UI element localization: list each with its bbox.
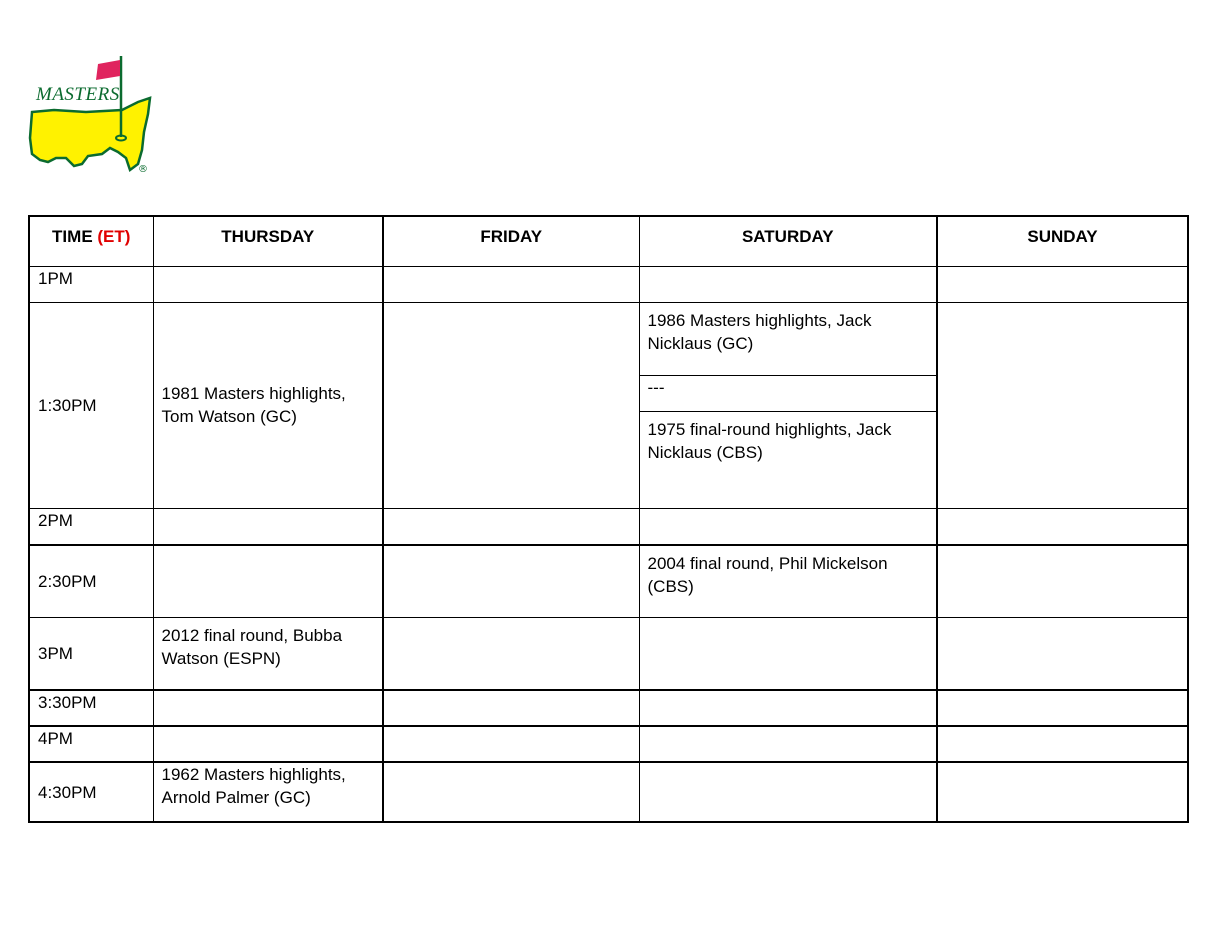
friday-cell xyxy=(383,302,639,508)
friday-cell xyxy=(383,545,639,617)
friday-cell xyxy=(383,266,639,302)
time-cell: 3:30PM xyxy=(29,690,153,726)
thursday-cell: 1981 Masters highlights, Tom Watson (GC) xyxy=(153,302,383,508)
thursday-cell: 2012 final round, Bubba Watson (ESPN) xyxy=(153,617,383,690)
time-cell: 3PM xyxy=(29,617,153,690)
sunday-cell xyxy=(937,617,1188,690)
table-row xyxy=(29,726,1188,762)
table-row xyxy=(29,617,1188,690)
header-saturday: SATURDAY xyxy=(639,216,937,266)
friday-cell xyxy=(383,508,639,545)
table-row xyxy=(29,545,1188,617)
sunday-cell xyxy=(937,690,1188,726)
saturday-cell xyxy=(639,508,937,545)
masters-map-flag-icon xyxy=(26,54,156,178)
saturday-cell: 1975 final-round highlights, Jack Nicklaus (CBS) xyxy=(639,411,937,508)
time-cell: 4PM xyxy=(29,726,153,762)
thursday-cell xyxy=(153,508,383,545)
header-thursday: THURSDAY xyxy=(153,216,383,266)
saturday-cell: --- xyxy=(639,375,937,411)
sunday-cell xyxy=(937,762,1188,822)
thursday-cell xyxy=(153,690,383,726)
masters-logo xyxy=(26,54,156,178)
svg-text:®: ® xyxy=(138,164,148,175)
header-row xyxy=(29,216,1188,266)
time-cell: 1:30PM xyxy=(29,302,153,508)
thursday-cell xyxy=(153,726,383,762)
table-row xyxy=(29,508,1188,545)
friday-cell xyxy=(383,762,639,822)
thursday-cell xyxy=(153,266,383,302)
sunday-cell xyxy=(937,266,1188,302)
schedule-table xyxy=(28,215,1189,823)
sunday-cell xyxy=(937,508,1188,545)
friday-cell xyxy=(383,726,639,762)
time-cell: 1PM xyxy=(29,266,153,302)
thursday-cell xyxy=(153,545,383,617)
header-time xyxy=(29,216,153,266)
sunday-cell xyxy=(937,302,1188,508)
saturday-cell xyxy=(639,762,937,822)
sunday-cell xyxy=(937,545,1188,617)
header-sunday: SUNDAY xyxy=(937,216,1188,266)
table-row xyxy=(29,302,1188,375)
time-cell: 2:30PM xyxy=(29,545,153,617)
friday-cell xyxy=(383,617,639,690)
time-cell: 4:30PM xyxy=(29,762,153,822)
saturday-cell xyxy=(639,617,937,690)
saturday-cell: 1986 Masters highlights, Jack Nicklaus (GC) xyxy=(639,302,937,375)
header-friday: FRIDAY xyxy=(383,216,639,266)
sunday-cell xyxy=(937,726,1188,762)
saturday-cell xyxy=(639,266,937,302)
table-row xyxy=(29,690,1188,726)
saturday-cell: 2004 final round, Phil Mickelson (CBS) xyxy=(639,545,937,617)
friday-cell xyxy=(383,690,639,726)
thursday-cell: 1962 Masters highlights, Arnold Palmer (GC) xyxy=(153,762,383,822)
saturday-cell xyxy=(639,726,937,762)
table-row xyxy=(29,266,1188,302)
logo-text: MASTERS xyxy=(36,84,120,105)
header-time-label: TIME xyxy=(52,227,93,246)
time-cell: 2PM xyxy=(29,508,153,545)
saturday-cell xyxy=(639,690,937,726)
header-time-zone: (ET) xyxy=(97,227,131,246)
table-row xyxy=(29,762,1188,822)
